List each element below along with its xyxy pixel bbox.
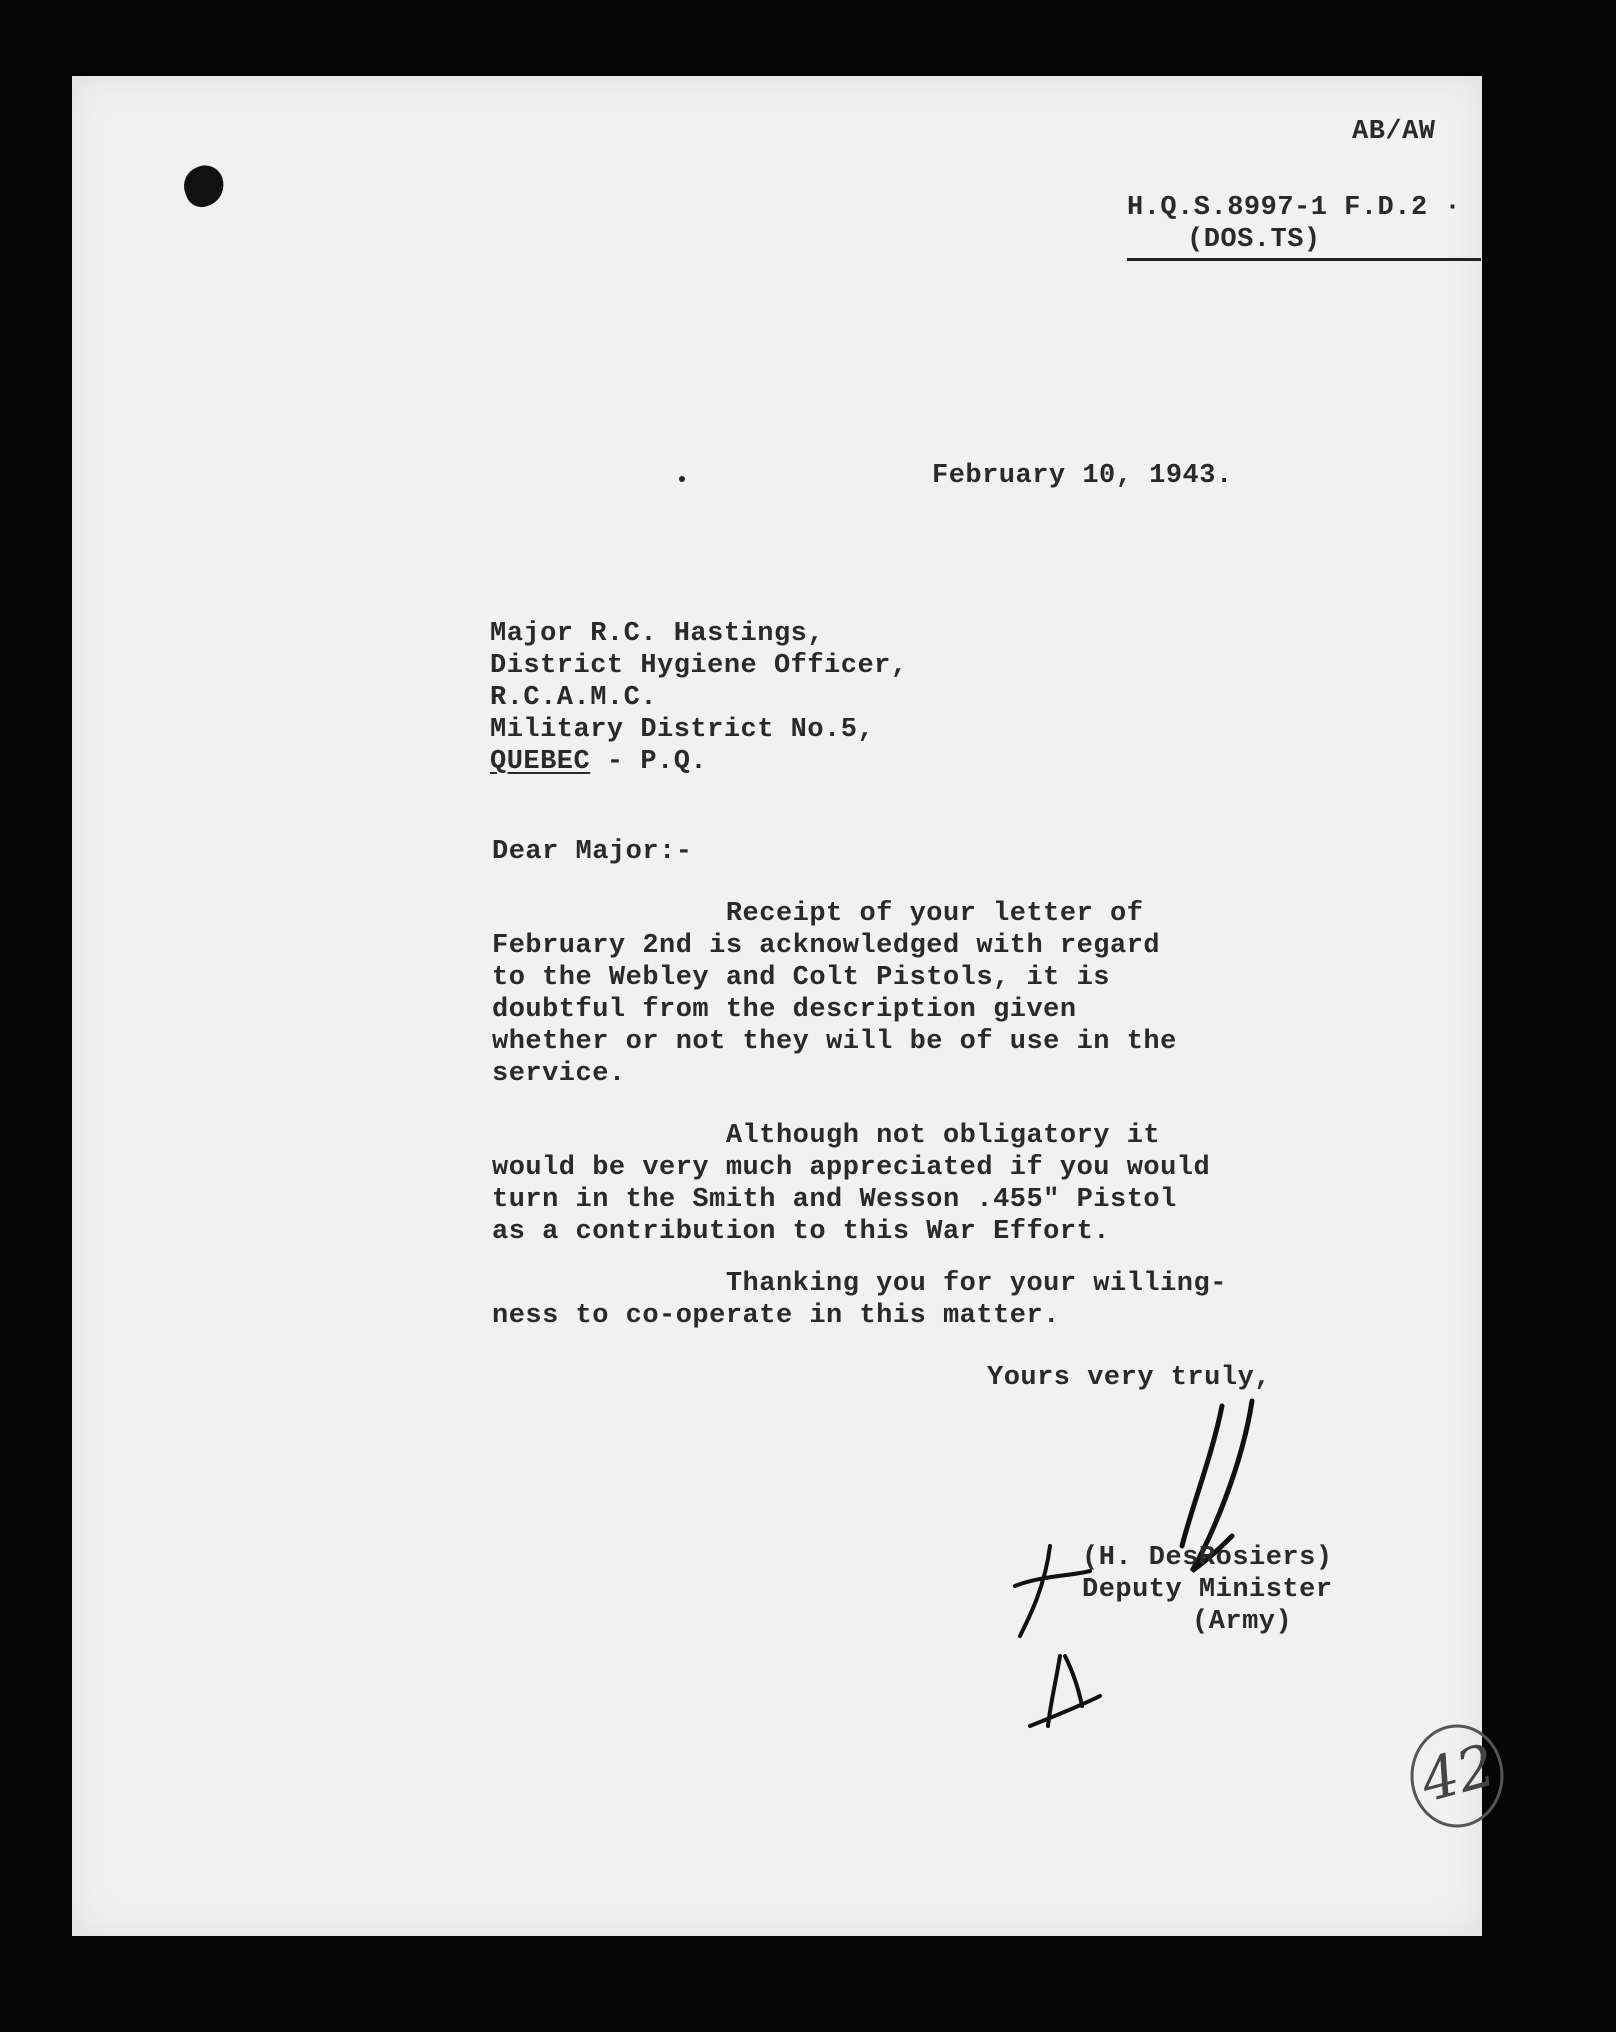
recipient-province: - P.Q. [590,747,708,777]
body-line: Thanking you for your willing- [492,1269,1227,1299]
recipient-city: QUEBEC [490,747,591,777]
body-line: Although not obligatory it [492,1121,1161,1151]
body-line: to the Webley and Colt Pistols, it is [492,963,1110,993]
file-subreference: (DOS.TS) [1187,225,1321,255]
recipient-line: R.C.A.M.C. [490,683,658,713]
recipient-line: Major R.C. Hastings, [490,619,825,649]
recipient-city-line [490,746,707,778]
body-line: February 2nd is acknowledged with regard [492,931,1161,961]
body-line: whether or not they will be of use in the [492,1027,1177,1057]
body-line: service. [492,1059,626,1089]
ink-blot [178,160,229,211]
body-line: turn in the Smith and Wesson .455" Pistol [492,1185,1177,1215]
recipient-line: District Hygiene Officer, [490,651,908,681]
closing: Yours very truly, [987,1363,1271,1393]
typist-initials: AB/AW [1352,117,1436,147]
body-line: ness to co-operate in this matter. [492,1301,1060,1331]
body-line: Receipt of your letter of [492,899,1144,929]
recipient-line: Military District No.5, [490,715,875,745]
page-number: 42 [1413,1730,1503,1816]
body-line: would be very much appreciated if you would [492,1153,1211,1183]
signatory-department: (Army) [1192,1607,1293,1637]
letter-page [72,76,1503,1936]
reference-rule [1127,258,1481,261]
file-reference: H.Q.S.8997-1 F.D.2 · [1127,193,1462,223]
body-line: doubtful from the description given [492,995,1077,1025]
salutation: Dear Major:- [492,837,693,867]
letter-date: February 10, 1943. [932,461,1233,491]
signatory-name: (H. DesRosiers) [1082,1543,1333,1573]
body-line: as a contribution to this War Effort. [492,1217,1110,1247]
signatory-title: Deputy Minister [1082,1575,1333,1605]
stray-mark [679,476,685,482]
